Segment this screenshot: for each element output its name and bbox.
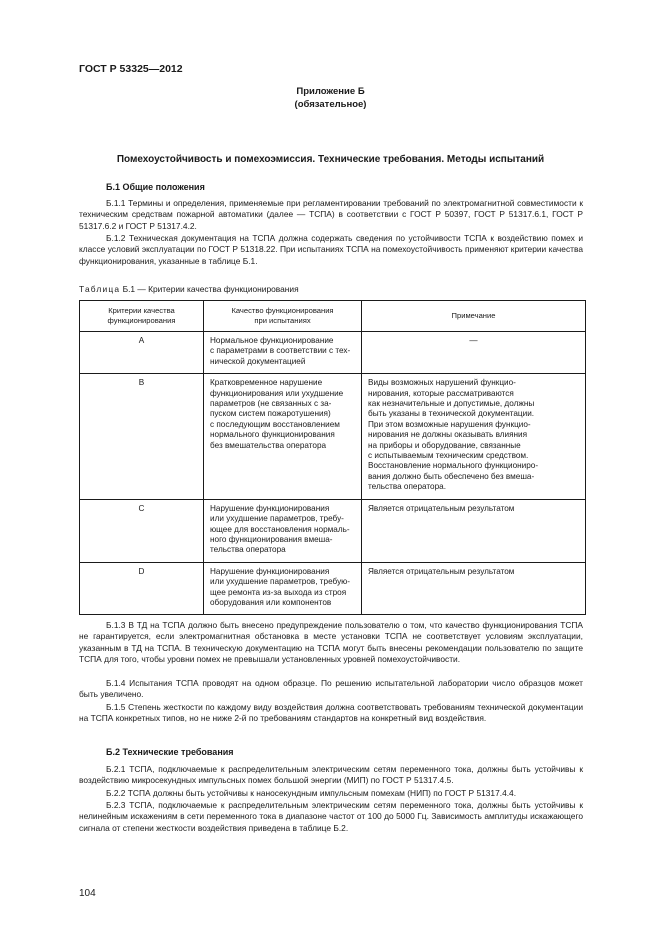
table-caption-text: Б.1 — Критерии качества функционирования — [122, 284, 299, 294]
paragraph-b11: Б.1.1 Термины и определения, применяемые при регламентировании требований по электромагнитной совместимости к техническим средствам пожарной автоматики (далее — ТСПА) в соответствии с ГОСТ Р 50397, ГОСТ Р 51317.6.1, ГОСТ Р 51317.6.2 и ГОСТ Р 51317.4.2. — [79, 198, 583, 231]
appendix-title: Приложение Б — [296, 86, 365, 97]
paragraph-b21: Б.2.1 ТСПА, подключаемые к распределительным электрическим сетям переменного тока, должны быть устойчивы к воздействию микросекундных импульсных помех большой энергии (МИП) по ГОСТ Р 51317.4.5. — [79, 764, 583, 786]
header-quality: Качество функционирования при испытаниях — [204, 301, 362, 332]
criterion-cell: A — [80, 332, 204, 374]
criterion-cell: B — [80, 374, 204, 499]
note-cell: Является отрицательным результатом — [362, 562, 586, 615]
appendix-status: (обязательное) — [294, 99, 367, 110]
quality-cell: Кратковременное нарушение функционирования или ухудшение параметров (не связанных с за- пуском систем пожаротушения) с последующим восстановлением нормального функционирования без вмешательства оператора — [204, 374, 362, 499]
section-b2-title: Б.2 Технические требования — [106, 747, 234, 757]
table-row — [80, 499, 586, 562]
page-number: 104 — [79, 888, 96, 899]
section-b1-title: Б.1 Общие положения — [106, 182, 205, 192]
table-row — [80, 332, 586, 374]
note-cell: — — [362, 332, 586, 374]
paragraph-b22: Б.2.2 ТСПА должны быть устойчивы к наносекундным импульсным помехам (НИП) по ГОСТ Р 51317.4.4. — [106, 788, 517, 798]
standard-header: ГОСТ Р 53325—2012 — [79, 63, 183, 75]
table-caption — [79, 284, 299, 294]
note-cell: Является отрицательным результатом — [362, 499, 586, 562]
paragraph-b13: Б.1.3 В ТД на ТСПА должно быть внесено предупреждение пользователю о том, что качество функционирования ТСПА не гарантируется, если электромагнитная обстановка в месте установки ТСПА не соответствует условиям эксплуатации, указанным в ТД на ТСПА. В техническую документацию на ТСПА могут быть внесены рекомендации пользователю по защите ТСПА для того, чтобы уровни помех не превышали установленных уровней помехоустойчивости. — [79, 620, 583, 665]
quality-cell: Нарушение функционирования или ухудшение параметров, требую- щее ремонта из-за выхода из строя оборудования или компонентов — [204, 562, 362, 615]
paragraph-b23: Б.2.3 ТСПА, подключаемые к распределительным электрическим сетям переменного тока, должны быть устойчивы к нелинейным искажениям в сети переменного тока в диапазоне частот от 100 до 5000 Гц. Зависимость амплитуды искажающего сигнала от степени жесткости воздействия приведена в таблице Б.2. — [79, 800, 583, 833]
main-title: Помехоустойчивость и помехоэмиссия. Технические требования. Методы испытаний — [116, 154, 545, 165]
table-row — [80, 562, 586, 615]
table-row — [80, 374, 586, 499]
note-cell: Виды возможных нарушений функцио- нирования, которые рассматриваются как незначительные и допустимые, должны быть указаны в технической документации. При этом возможные нарушения функцио- нирования не должны оказывать влияния на приборы и оборудование, связанные с испытываемым техническим средством. Восстановление нормального функциониро- вания должно быть обеспечено без вмеша- тельства оператора. — [362, 374, 586, 499]
paragraph-b15: Б.1.5 Степень жесткости по каждому виду воздействия должна соответствовать требованиям технической документации на ТСПА конкретных типов, но не ниже 2-й по требованиям стандартов на конкретный вид воздействия. — [79, 702, 583, 724]
table-header-row — [80, 301, 586, 332]
header-criteria: Критерии качества функционирования — [80, 301, 204, 332]
paragraph-b12: Б.1.2 Техническая документация на ТСПА должна содержать сведения по устойчивости ТСПА к воздействию помех и классе условий эксплуатации по ГОСТ Р 51318.22. При испытаниях ТСПА на помехоустойчивость применяют критерии качества функционирования, указанные в таблице Б.1. — [79, 233, 583, 266]
criterion-cell: D — [80, 562, 204, 615]
quality-cell: Нормальное функционирование с параметрами в соответствии с тех- нической документацией — [204, 332, 362, 374]
criterion-cell: C — [80, 499, 204, 562]
criteria-table — [79, 300, 586, 615]
header-note: Примечание — [362, 301, 586, 332]
table-caption-word: Таблица — [79, 284, 121, 294]
paragraph-b14: Б.1.4 Испытания ТСПА проводят на одном образце. По решению испытательной лаборатории число образцов может быть увеличено. — [79, 678, 583, 700]
quality-cell: Нарушение функционирования или ухудшение параметров, требу- ющее для восстановления нормаль- ного функционирования вмеша- тельства оператора — [204, 499, 362, 562]
